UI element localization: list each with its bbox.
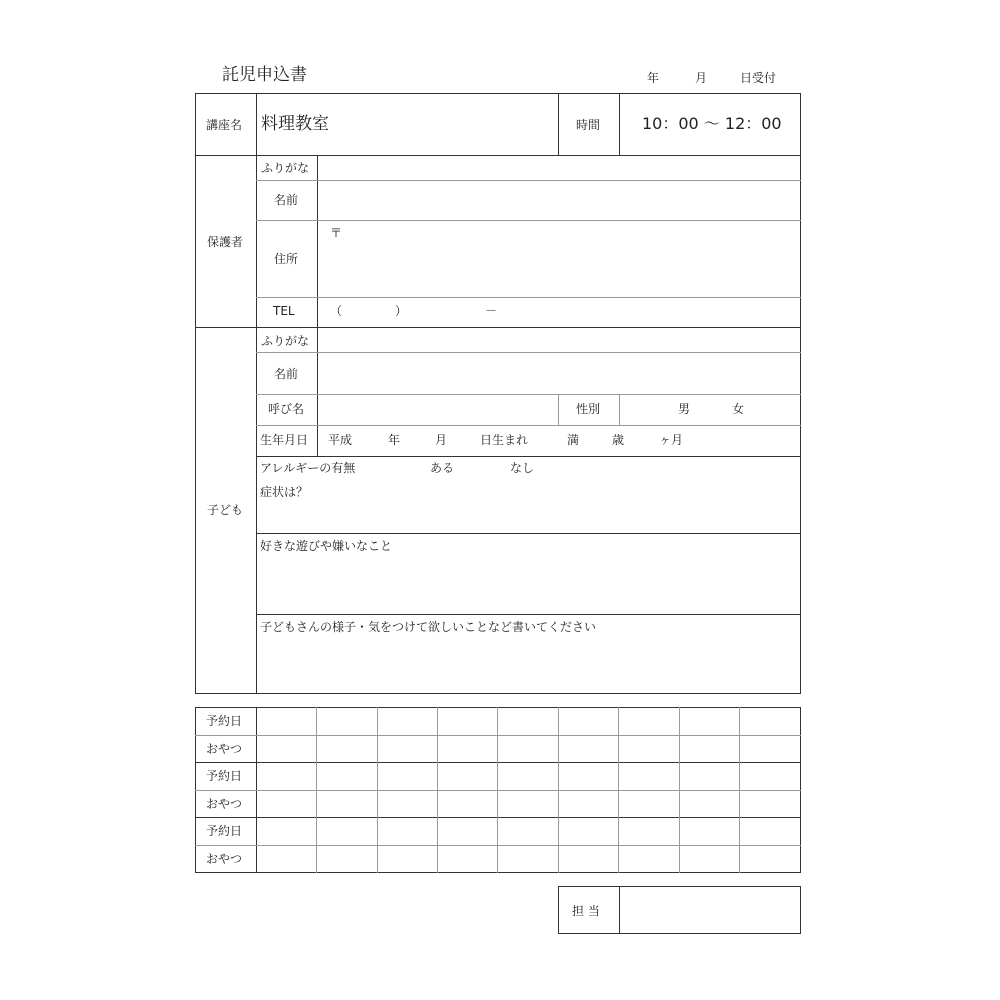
symptoms-label: 症状は？	[260, 485, 309, 499]
guardian-name-label: 名前	[274, 193, 299, 207]
time-field[interactable]	[621, 95, 799, 153]
symptoms-field[interactable]	[258, 480, 799, 532]
divider	[256, 220, 801, 221]
postal-mark: 〒	[330, 226, 343, 240]
divider	[558, 93, 559, 155]
likes-field[interactable]	[258, 556, 799, 612]
birthdate-label: 生年月日	[260, 433, 309, 447]
schedule-row-label: 予約日	[206, 769, 243, 783]
staff-field[interactable]	[621, 888, 799, 932]
allergy-label: アレルギーの有無	[260, 461, 356, 475]
time-value: 10：00 ～ 12：00	[642, 114, 782, 133]
age-years-unit: 歳	[612, 433, 625, 447]
age-full-label: 満	[567, 433, 580, 447]
receipt-month-label: 月	[695, 71, 708, 85]
likes-label: 好きな遊びや嫌いなこと	[260, 539, 393, 553]
schedule-row-label: おやつ	[206, 742, 243, 756]
divider	[256, 180, 801, 181]
gender-label: 性別	[576, 402, 601, 416]
birth-day-unit: 日生まれ	[480, 433, 529, 447]
gender-female-option[interactable]: 女	[732, 402, 745, 416]
schedule-row-label: おやつ	[206, 852, 243, 866]
time-label: 時間	[576, 118, 601, 132]
schedule-entry-grid[interactable]	[258, 709, 799, 871]
child-furigana-label: ふりがな	[261, 334, 310, 348]
divider	[195, 155, 801, 156]
course-label: 講座名	[206, 118, 243, 132]
guardian-furigana-field[interactable]	[319, 157, 799, 179]
tel-paren-open: （	[330, 304, 343, 318]
notes-field[interactable]	[258, 637, 799, 692]
birth-month-unit: 月	[435, 433, 448, 447]
course-name: 料理教室	[261, 114, 329, 134]
receipt-day-label: 日受付	[740, 71, 777, 85]
guardian-name-field[interactable]	[319, 182, 799, 219]
guardian-tel-label: TEL	[273, 304, 295, 318]
divider	[256, 394, 801, 395]
nickname-field[interactable]	[319, 396, 557, 424]
divider	[256, 352, 801, 353]
guardian-section-label: 保護者	[207, 235, 244, 249]
receipt-year-label: 年	[647, 71, 660, 85]
staff-label: 担 当	[572, 904, 600, 918]
child-name-label: 名前	[274, 367, 299, 381]
schedule-row-label: 予約日	[206, 824, 243, 838]
guardian-tel-field[interactable]	[319, 299, 799, 326]
divider	[256, 456, 801, 457]
tel-paren-close: ）	[395, 304, 408, 318]
form-title: 託児申込書	[222, 65, 307, 85]
divider	[256, 614, 801, 615]
divider	[256, 297, 801, 298]
child-furigana-field[interactable]	[319, 329, 799, 351]
birth-era: 平成	[328, 433, 353, 447]
birthdate-field[interactable]	[319, 427, 799, 455]
course-name-field[interactable]	[258, 95, 556, 153]
schedule-row-label: おやつ	[206, 797, 243, 811]
allergy-no-option[interactable]: なし	[510, 461, 535, 475]
guardian-furigana-label: ふりがな	[261, 161, 310, 175]
divider	[619, 886, 620, 934]
divider	[256, 327, 801, 328]
age-months-unit: ヶ月	[659, 433, 684, 447]
divider	[619, 93, 620, 155]
divider	[256, 425, 801, 426]
nickname-label: 呼び名	[268, 402, 305, 416]
allergy-yes-option[interactable]: ある	[430, 461, 455, 475]
child-name-field[interactable]	[319, 354, 799, 393]
birth-year-unit: 年	[388, 433, 401, 447]
tel-dash: －	[485, 304, 498, 318]
divider	[195, 327, 257, 328]
schedule-row-label: 予約日	[206, 714, 243, 728]
divider	[558, 394, 559, 425]
gender-male-option[interactable]: 男	[678, 402, 691, 416]
guardian-address-field[interactable]	[319, 222, 799, 296]
guardian-address-label: 住所	[274, 252, 299, 266]
divider	[317, 327, 318, 456]
child-section-label: 子ども	[207, 503, 244, 517]
divider	[619, 394, 620, 425]
divider	[256, 533, 801, 534]
notes-label: 子どもさんの様子・気をつけて欲しいことなど書いてください	[260, 620, 597, 634]
